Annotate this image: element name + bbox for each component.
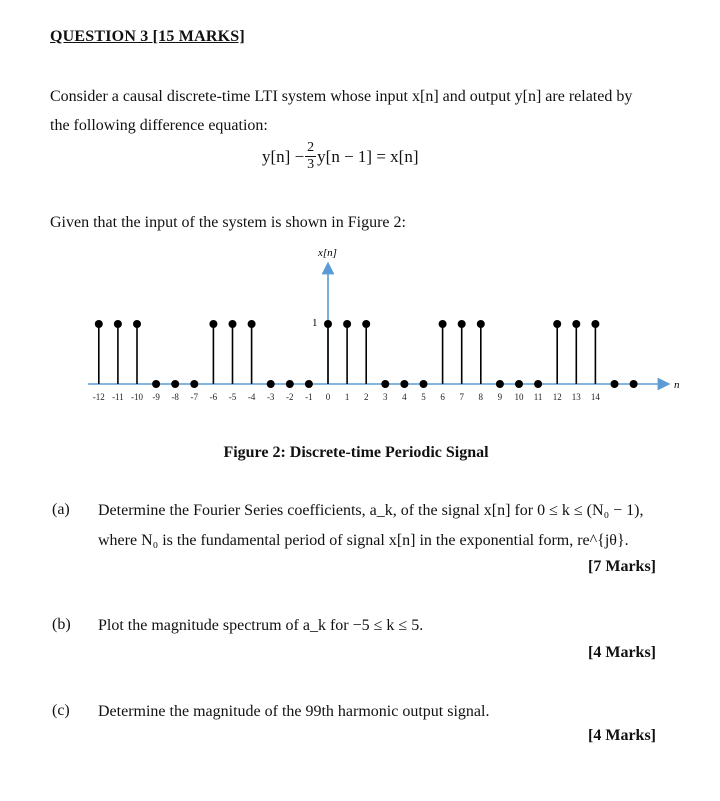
tick-label: -8 [171,392,179,402]
stem-point [439,320,447,328]
stem-point [381,380,389,388]
tick-label: 8 [478,392,484,402]
intro-line-2: the following difference equation: [50,117,268,134]
stem-point [248,320,256,328]
tick-label: 5 [421,392,426,402]
tick-label: 12 [552,392,562,402]
stem-point [630,380,638,388]
stem-point [400,380,408,388]
tick-label: 14 [590,392,600,402]
stem-point [209,320,217,328]
part-b-marks: [4 Marks] [588,644,656,661]
part-a-line-1: Determine the Fourier Series coefficients, a_k, of the signal x[n] for 0 ≤ k ≤ (N₀ − 1), [98,502,644,519]
tick-label: 1 [344,392,350,402]
part-c-label: (c) [52,702,70,719]
stem-point [515,380,523,388]
tick-label: 9 [497,392,503,402]
tick-label: -9 [152,392,160,402]
stem-point [267,380,275,388]
stem-point [496,380,504,388]
stem-point [572,320,580,328]
part-a-text [98,496,678,556]
stem-point [152,380,160,388]
y-axis-label: x[n] [318,247,337,259]
stem-point [343,320,351,328]
stem-point [305,380,313,388]
stem-point [114,320,122,328]
part-b-line-1: Plot the magnitude spectrum of a_k for −5 ≤ k ≤ 5. [98,617,424,634]
part-c-line-1: Determine the magnitude of the 99th harmonic output signal. [98,703,490,720]
tick-label: 13 [571,392,581,402]
x-axis-label: n [674,379,680,391]
stem-point [534,380,542,388]
part-a-label: (a) [52,501,70,518]
tick-label: 4 [402,392,407,402]
part-a-marks: [7 Marks] [588,558,656,575]
stem-point [324,320,332,328]
fraction-numerator: 2 [307,140,315,155]
stem-series [95,320,638,388]
stem-point [362,320,370,328]
tick-label: -1 [305,392,313,402]
stem-point [190,380,198,388]
equation-left: y[n] − [262,146,305,166]
stem-point [591,320,599,328]
equation-fraction [305,140,316,173]
tick-label: -12 [92,392,105,402]
stem-point [286,380,294,388]
part-c-text [98,697,678,727]
stem-point [553,320,561,328]
part-c-marks: [4 Marks] [588,727,656,744]
tick-label: -11 [112,392,124,402]
part-a-line-2: where N₀ is the fundamental period of signal x[n] in the exponential form, re^{jθ}. [98,532,629,549]
given-text: Given that the input of the system is shown in Figure 2: [50,214,406,231]
figure-caption: Figure 2: Discrete-time Periodic Signal [223,444,489,461]
stem-point [171,380,179,388]
stem-point [611,380,619,388]
equation-right: y[n − 1] = x[n] [317,146,419,166]
part-b-label: (b) [52,616,71,633]
tick-label: -2 [286,392,294,402]
difference-equation [262,140,419,173]
tick-label: 2 [363,392,369,402]
fraction-denominator: 3 [307,157,315,172]
stem-plot [0,240,720,420]
stem-point [229,320,237,328]
tick-label: -5 [228,392,237,402]
part-b-text [98,611,678,641]
tick-label: -6 [209,392,218,402]
tick-label: 10 [514,392,524,402]
stem-point [133,320,141,328]
stem-point [477,320,485,328]
problem-statement [50,82,670,140]
tick-label: 7 [459,392,464,402]
tick-label: 3 [383,392,388,402]
amplitude-label: 1 [312,317,318,329]
tick-label: 6 [440,392,445,402]
tick-label: -10 [131,392,143,402]
stem-point [458,320,466,328]
tick-label: 11 [533,392,543,402]
tick-label: -7 [190,392,199,402]
tick-label: -4 [247,392,256,402]
tick-labels [93,392,601,402]
tick-label: -3 [266,392,275,402]
question-heading: QUESTION 3 [15 MARKS] [50,28,245,45]
intro-line-1: Consider a causal discrete-time LTI system whose input x[n] and output y[n] are related by [50,88,633,105]
tick-label: 0 [325,392,331,402]
stem-point [95,320,103,328]
stem-point [420,380,428,388]
